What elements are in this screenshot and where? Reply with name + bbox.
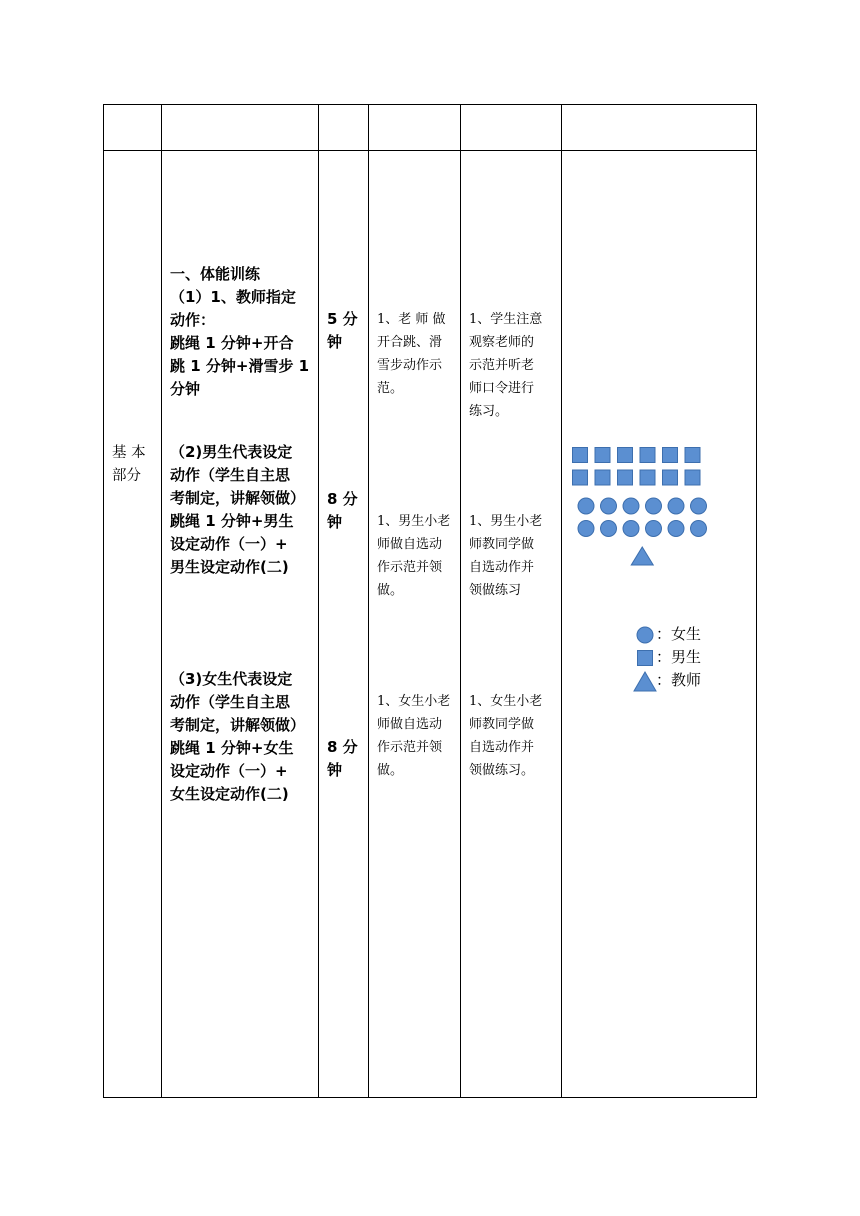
row-3-teacher-activity: 1、女生小老 师做自选动 作示范并领 做。 (377, 694, 451, 778)
boy-square-icon (663, 448, 678, 463)
boy-square-icon (640, 448, 655, 463)
boy-square-icon (618, 448, 633, 463)
girl-circle-icon (691, 498, 707, 514)
girl-circle-icon (578, 521, 594, 537)
girl-circle-icon (601, 498, 617, 514)
row-3-content: （3)女生代表设定 动作（学生自主思 考制定，讲解领做） 跳绳 1 分钟+女生 设定动作（一）+ 女生设定动作(二) (170, 670, 306, 803)
row-1-content: 一、体能训练 （1）1、教师指定 动作： 跳绳 1 分钟+开合 跳 1 分钟+滑雪步 1 分钟 (170, 265, 310, 398)
table-top-border (103, 104, 756, 105)
row-1-student-activity: 1、学生注意 观察老师的 示范并听老 师口令进行 练习。 (469, 312, 543, 419)
boy-square-icon (595, 448, 610, 463)
section-label: 基 本 部分 (112, 445, 146, 484)
legend-square-icon (637, 650, 655, 668)
boy-square-icon (618, 470, 633, 485)
table-col-border-3 (368, 104, 369, 1098)
table-col-border-5 (561, 104, 562, 1098)
boy-square-icon (573, 470, 588, 485)
row-1-time: 5 分 钟 (327, 310, 358, 351)
row-3-time: 8 分 钟 (327, 738, 358, 779)
legend-circle-icon (636, 626, 654, 644)
row-2-student-activity: 1、男生小老 师教同学做 自选动作并 领做练习 (469, 514, 543, 598)
boy-square-icon (685, 470, 700, 485)
girl-circle-icon (623, 498, 639, 514)
girl-circle-icon (646, 498, 662, 514)
legend (636, 623, 746, 695)
legend-label-girls: ：女生 (656, 625, 702, 643)
boy-square-icon (640, 470, 655, 485)
table-header-divider (103, 150, 756, 151)
table-col-border-6 (756, 104, 757, 1098)
girl-circle-icon (668, 521, 684, 537)
girl-circle-icon (623, 521, 639, 537)
legend-label-teacher: ：教师 (656, 671, 702, 689)
table-col-border-2 (318, 104, 319, 1098)
table-bottom-border (103, 1097, 756, 1098)
girl-circle-icon (646, 521, 662, 537)
boy-square-icon (685, 448, 700, 463)
table-col-border-4 (460, 104, 461, 1098)
row-3-student-activity: 1、女生小老 师教同学做 自选动作并 领做练习。 (469, 694, 543, 778)
legend-triangle-icon (634, 671, 658, 693)
row-1-teacher-activity: 1、老 师 做 开合跳、滑 雪步动作示 范。 (377, 312, 446, 396)
table-col-border-1 (161, 104, 162, 1098)
girl-circle-icon (601, 521, 617, 537)
girl-circle-icon (668, 498, 684, 514)
row-2-content: （2)男生代表设定 动作（学生自主思 考制定，讲解领做） 跳绳 1 分钟+男生 设定动作（一）+ 男生设定动作(二) (170, 443, 306, 576)
table-col-border-0 (103, 104, 104, 1098)
boy-square-icon (663, 470, 678, 485)
formation-diagram (570, 445, 750, 575)
legend-label-boys: ：男生 (656, 648, 702, 666)
girl-circle-icon (578, 498, 594, 514)
boy-square-icon (595, 470, 610, 485)
row-2-teacher-activity: 1、男生小老 师做自选动 作示范并领 做。 (377, 514, 451, 598)
girl-circle-icon (691, 521, 707, 537)
row-2-time: 8 分 钟 (327, 490, 358, 531)
teacher-triangle-icon (631, 547, 653, 565)
boy-square-icon (573, 448, 588, 463)
